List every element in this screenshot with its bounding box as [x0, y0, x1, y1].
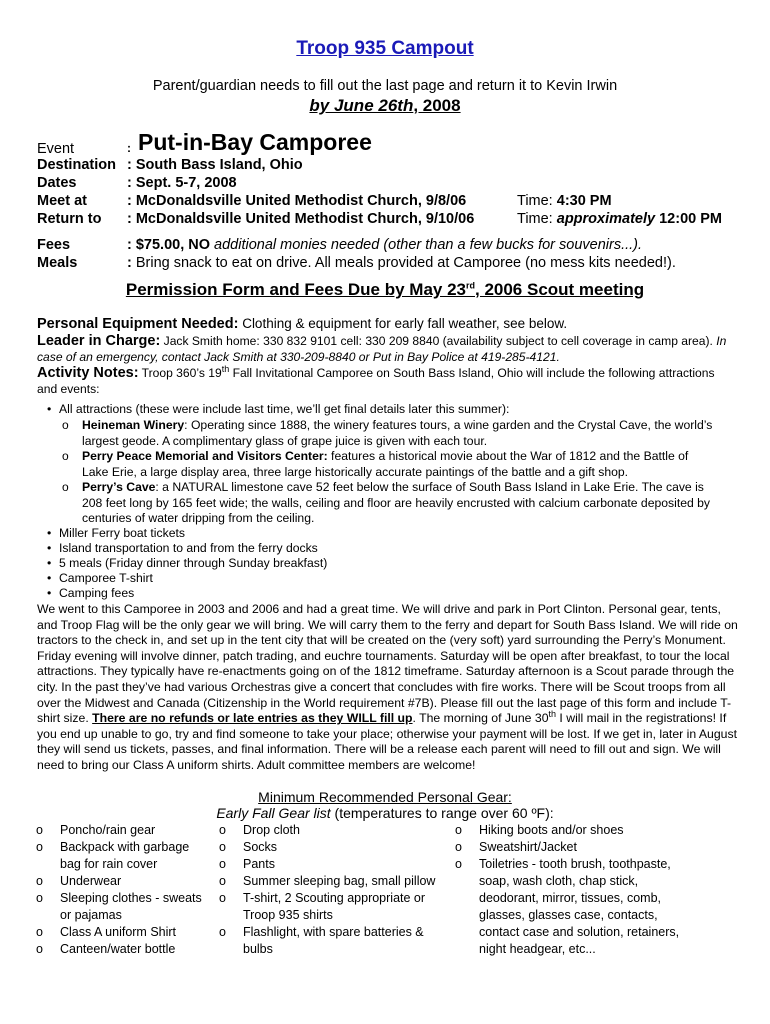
perry-text-1: features a historical movie about the War of 1812 and the Battle of — [327, 449, 689, 463]
gear-item — [219, 873, 439, 890]
sub-bullet-perry-memorial — [62, 449, 752, 480]
narrative-sup: th — [548, 709, 557, 720]
event-label: Event — [37, 141, 75, 157]
activity-paragraph — [37, 363, 737, 397]
meet-time-label: Time: — [517, 193, 557, 209]
circle-bullet-icon: o — [36, 942, 43, 956]
meals-label: Meals — [37, 255, 78, 271]
dates-value: : Sept. 5-7, 2008 — [127, 175, 237, 191]
gear-item-text: Flashlight, with spare batteries & bulbs — [243, 925, 424, 956]
bullet-dot-icon: • — [47, 571, 52, 585]
gear-item-text: Pants — [243, 857, 275, 871]
circle-bullet-icon: o — [455, 840, 462, 854]
all-attractions-text: All attractions (these were include last time, we’ll get final details later this summer): — [59, 402, 510, 416]
gear-item — [36, 873, 206, 890]
deadline-date: by June 26th — [309, 96, 414, 115]
return-time-emph: approximately — [556, 211, 656, 227]
gear-item-text: Backpack with garbage bag for rain cover — [60, 840, 190, 871]
gear-item-text: Socks — [243, 840, 278, 854]
return-time-label: Time: — [517, 211, 557, 227]
gear-column-2 — [219, 822, 439, 958]
gear-item-text: Hiking boots and/or shoes — [479, 823, 624, 837]
gear-item-text: Toiletries - tooth brush, toothpaste, soap, wash cloth, chap stick, deodorant, mirror, tissues, comb, glasses, glasses case, contacts, contact case and solution, retainers, night headgear, etc... — [479, 857, 680, 956]
emergency-text: In case of an emergency, contact Jack Smith at 330-209-8840 or Put in Bay Police at 419-285-4121. — [37, 334, 727, 364]
sub-bullet-perrys-cave — [62, 480, 752, 527]
circle-bullet-icon: o — [219, 874, 226, 888]
meet-time-value: 4:30 PM — [556, 193, 612, 209]
gear-item-text: Poncho/rain gear — [60, 823, 156, 837]
gear-subheading — [0, 805, 770, 821]
gear-subheading-italic: Early Fall Gear list — [216, 805, 331, 821]
meet-value: : McDonaldsville United Methodist Church, 9/8/06 — [127, 193, 467, 209]
equipment-line — [37, 316, 737, 333]
permission-text-a: Permission Form and Fees Due by May 23 — [125, 280, 466, 299]
gear-item — [36, 839, 206, 873]
circle-bullet-icon: o — [62, 418, 69, 432]
bullet-meals — [47, 556, 328, 572]
gear-item — [36, 924, 206, 941]
meals-text: 5 meals (Friday dinner through Sunday breakfast) — [59, 556, 328, 570]
perry-text-2: Lake Erie, a large display area, three large historically accurate paintings of the battle and a gift shop. — [82, 464, 629, 479]
narrative-text-3: I will mail in the registrations! If you end up unable to go, try and find someone to take your place; otherwise your payment will be lost. If we get in, later in August they will send us tickets, passes, and final information. There will be a release each parent will need to fill out and sign. We will need to bring our Class A uniform shirts. Adult committee members are welcome! — [37, 711, 738, 772]
gear-item — [219, 924, 439, 958]
bullet-dot-icon: • — [47, 586, 52, 600]
return-time-value: 12:00 PM — [655, 211, 722, 227]
circle-bullet-icon: o — [36, 925, 43, 939]
equipment-text: Clothing & equipment for early fall weather, see below. — [238, 316, 568, 331]
leader-text: Jack Smith home: 330 832 9101 cell: 330 209 8840 (availability subject to cell coverage in camp area). — [160, 334, 717, 348]
bullet-tshirt — [47, 571, 153, 587]
heineman-name: Heineman Winery — [82, 418, 185, 432]
bullet-dot-icon: • — [47, 402, 52, 416]
gear-column-3 — [455, 822, 685, 958]
bullet-ferry — [47, 526, 185, 542]
meet-label: Meet at — [37, 193, 87, 209]
circle-bullet-icon: o — [36, 840, 43, 854]
circle-bullet-icon: o — [36, 891, 43, 905]
meet-time — [517, 193, 612, 209]
gear-item — [455, 839, 685, 856]
circle-bullet-icon: o — [455, 823, 462, 837]
gear-item-text: Underwear — [60, 874, 122, 888]
cave-text-3: centuries of water dripping from the ceiling. — [82, 511, 315, 526]
leader-paragraph — [37, 334, 737, 365]
gear-item-text: Summer sleeping bag, small pillow — [243, 874, 436, 888]
gear-item — [219, 856, 439, 873]
event-value: Put-in-Bay Camporee — [138, 129, 372, 155]
narrative-text-1: We went to this Camporee in 2003 and 2006 and had a great time. We will drive and park in Port Clinton. Personal gear, tents, and Troop Flag will be the only gear we will bring. We will carry them to the ferry and depart for South Bass Island. We will ride on tractors to the check in, and set up in the tent city that will be created on the (very soft) yard surrounding the Perry’s Monument. Friday evening will involve dinner, patch trading, and euchre tournaments. Saturday will be open after breakfast, to tour the local attractions. They typically have re-enactments going on of the 1812 timeframe. Saturday afternoon is a Scout parade through the city. In the past they’ve had various Orchestras give a concert that concludes with fire works. There will be Scout troops from all over the Midwest and Canada (Citizenship in the World requirement #7B). Please fill out the last page of this form and include T-shirt size. — [37, 602, 738, 726]
circle-bullet-icon: o — [455, 857, 462, 871]
meals-value: Bring snack to eat on drive. All meals provided at Camporee (no mess kits needed!). — [135, 255, 676, 271]
activity-label: Activity Notes: — [37, 365, 139, 381]
fees-label: Fees — [37, 237, 71, 253]
gear-item — [219, 822, 439, 839]
circle-bullet-icon: o — [219, 823, 226, 837]
gear-heading — [0, 789, 770, 805]
tshirt-text: Camporee T-shirt — [59, 571, 153, 585]
leader-label: Leader in Charge: — [37, 333, 161, 349]
gear-item — [455, 822, 685, 839]
destination-value: : South Bass Island, Ohio — [127, 157, 303, 173]
deadline-year: , 2008 — [413, 96, 461, 115]
gear-item — [36, 941, 206, 958]
gear-item — [455, 856, 685, 958]
meals-colon: : — [127, 255, 136, 271]
gear-heading-text: Minimum Recommended Personal Gear: — [258, 789, 512, 805]
gear-item-text: Sweatshirt/Jacket — [479, 840, 577, 854]
return-value: : McDonaldsville United Methodist Church, 9/10/06 — [127, 211, 475, 227]
gear-item-text: Drop cloth — [243, 823, 300, 837]
ferry-text: Miller Ferry boat tickets — [59, 526, 185, 540]
perry-name: Perry Peace Memorial and Visitors Center: — [82, 449, 328, 463]
circle-bullet-icon: o — [219, 857, 226, 871]
bullet-dot-icon: • — [47, 541, 52, 555]
return-label: Return to — [37, 211, 102, 227]
heineman-text-2: largest geode. A complimentary glass of grape juice is given with each tour. — [82, 433, 488, 448]
equipment-label: Personal Equipment Needed: — [37, 316, 239, 332]
event-colon: : — [127, 141, 131, 155]
document-title: Troop 935 Campout — [296, 38, 474, 59]
activity-text-b: Fall Invitational Camporee on South Bass Island, Ohio will include the following attractions and events: — [37, 366, 715, 396]
gear-item — [219, 890, 439, 924]
heineman-text-1: : Operating since 1888, the winery features tours, a wine garden and the Crystal Cave, the world’s — [184, 418, 713, 432]
gear-column-1 — [36, 822, 206, 958]
gear-item — [36, 890, 206, 924]
circle-bullet-icon: o — [219, 925, 226, 939]
gear-item — [219, 839, 439, 856]
cave-text-1: : a NATURAL limestone cave 52 feet below the surface of South Bass Island in Lake Erie. The cave is — [155, 480, 704, 494]
circle-bullet-icon: o — [36, 823, 43, 837]
circle-bullet-icon: o — [62, 480, 69, 494]
bullet-dot-icon: • — [47, 556, 52, 570]
bullet-island — [47, 541, 318, 557]
bullet-dot-icon: • — [47, 526, 52, 540]
circle-bullet-icon: o — [36, 874, 43, 888]
return-instructions: Parent/guardian needs to fill out the last page and return it to Kevin Irwin — [152, 78, 618, 94]
gear-item-text: Sleeping clothes - sweats or pajamas — [60, 891, 202, 922]
activity-text-a: Troop 360’s 19 — [138, 366, 222, 380]
gear-subheading-rest: (temperatures to range over 60 ºF): — [330, 805, 554, 821]
cave-text-2: 208 feet long by 165 feet wide; the walls, ceiling and floor are heavily encrusted with calcium carbonate deposited by — [82, 495, 711, 510]
gear-item-text: Canteen/water bottle — [60, 942, 176, 956]
fees-text: Camping fees — [59, 586, 135, 600]
destination-label: Destination — [37, 157, 116, 173]
gear-item-text: T-shirt, 2 Scouting appropriate or Troop 935 shirts — [243, 891, 426, 922]
fees-value-wrap — [127, 237, 642, 253]
fees-value: : $75.00, NO — [127, 237, 215, 253]
circle-bullet-icon: o — [219, 891, 226, 905]
gear-item-text: Class A uniform Shirt — [60, 925, 177, 939]
circle-bullet-icon: o — [62, 449, 69, 463]
circle-bullet-icon: o — [219, 840, 226, 854]
bullet-all-attractions — [47, 402, 749, 418]
permission-heading — [0, 280, 770, 300]
cave-name: Perry’s Cave — [82, 480, 156, 494]
return-deadline — [0, 96, 770, 116]
dates-label: Dates — [37, 175, 77, 191]
island-text: Island transportation to and from the ferry docks — [59, 541, 318, 555]
narrative-text-2: . The morning of June 30 — [412, 711, 549, 726]
narrative-paragraph — [37, 602, 739, 774]
fees-note: additional monies needed (other than a few bucks for souvenirs...). — [214, 237, 643, 253]
refund-notice: There are no refunds or late entries as they WILL fill up — [92, 711, 413, 726]
return-time — [517, 211, 722, 227]
meals-value-wrap — [127, 255, 676, 271]
permission-sup: rd — [466, 280, 475, 291]
permission-text-b: , 2006 Scout meeting — [475, 280, 645, 299]
gear-item — [36, 822, 206, 839]
sub-bullet-heineman — [62, 418, 752, 449]
activity-sup: th — [221, 363, 230, 374]
bullet-fees — [47, 586, 135, 602]
